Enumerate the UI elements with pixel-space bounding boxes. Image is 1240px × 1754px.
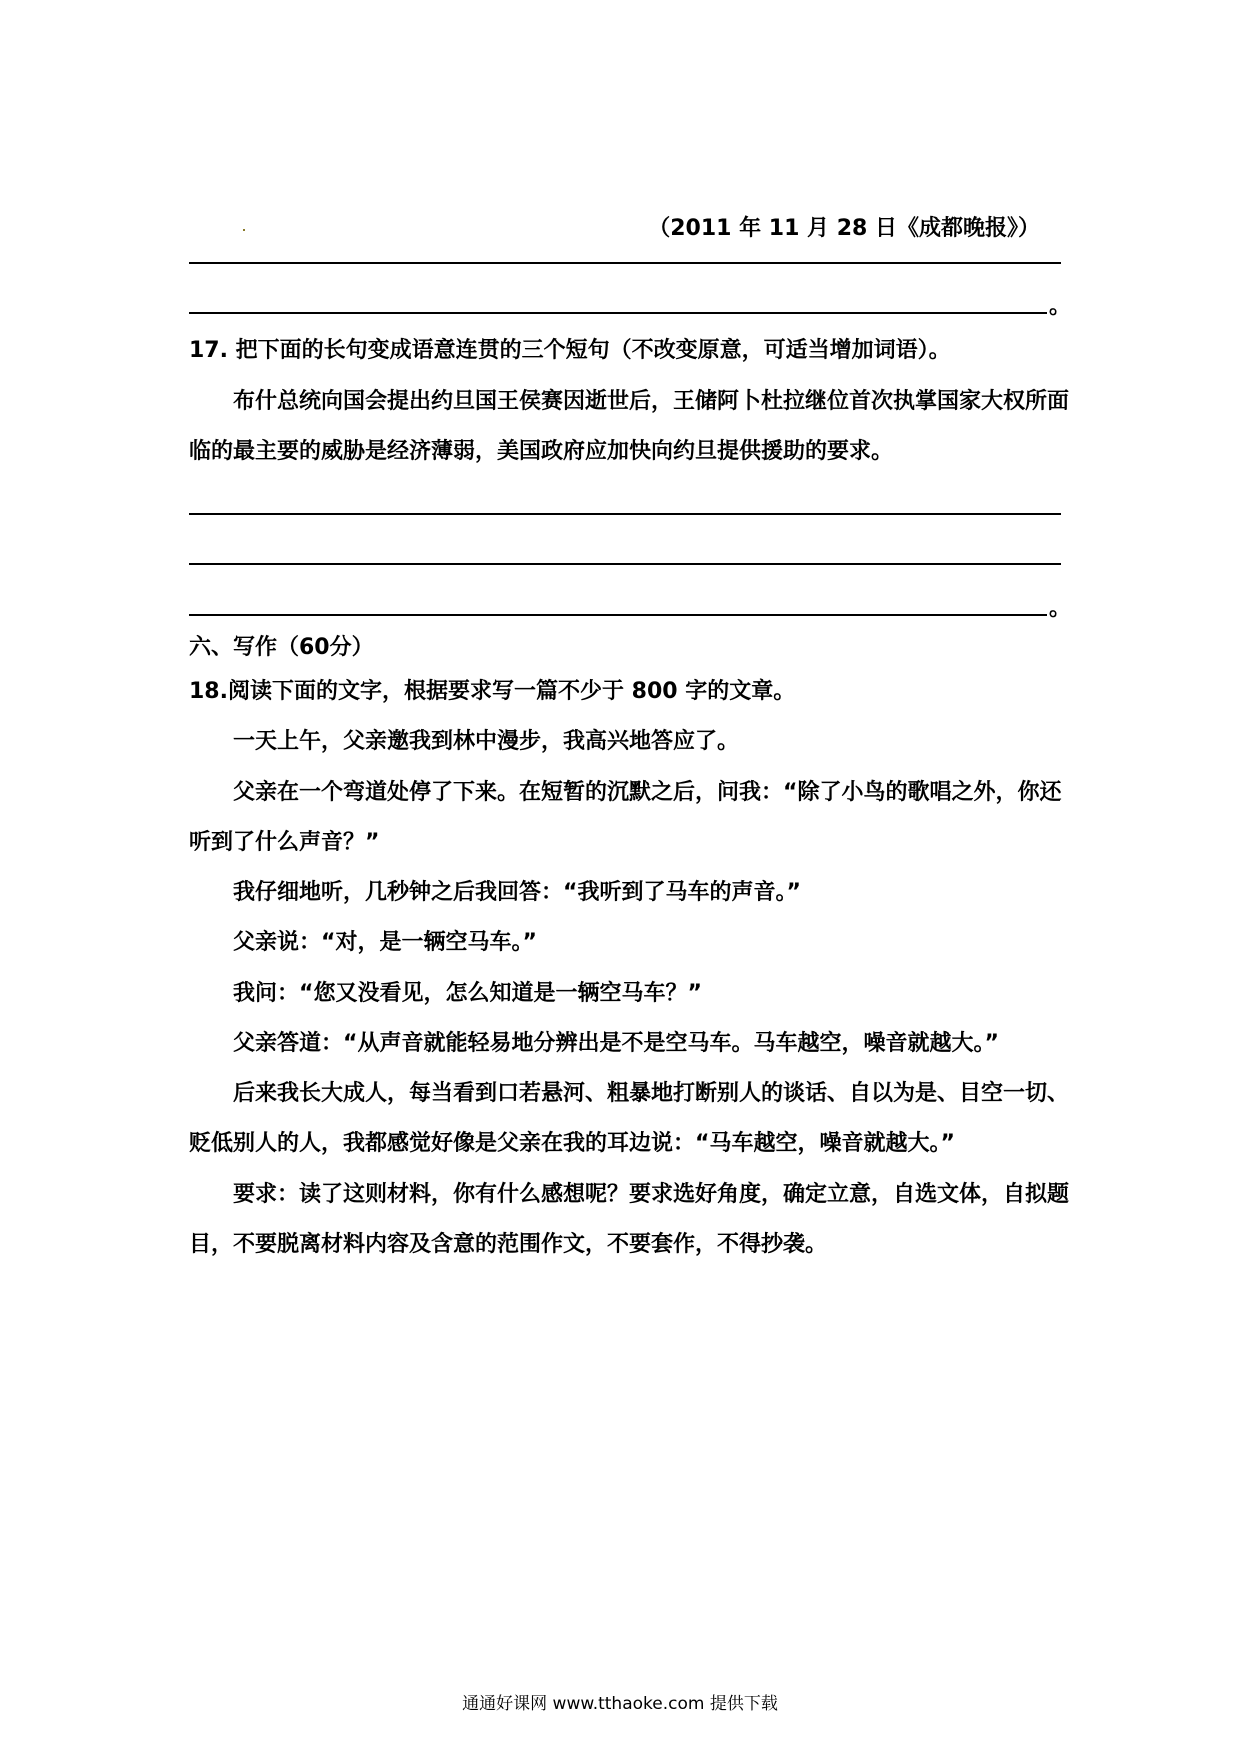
answer-line [189,563,1061,565]
answer-line [189,614,1047,616]
question-17-sentence: 临的最主要的威胁是经济薄弱，美国政府应加快向约旦提供援助的要求。 [189,439,894,464]
question-17-sentence: 布什总统向国会提出约旦国王侯赛因逝世后，王储阿卜杜拉继位首次执掌国家大权所面 [233,389,1070,414]
passage-paragraph: 贬低别人的人，我都感觉好像是父亲在我的耳边说：“马车越空，噪音就越大。” [189,1131,955,1156]
page-footer: 通通好课网 www.tthaoke.com 提供下载 [462,1694,778,1714]
passage-paragraph: 一天上午，父亲邀我到林中漫步，我高兴地答应了。 [233,729,740,754]
passage-paragraph: 后来我长大成人，每当看到口若悬河、粗暴地打断别人的谈话、自以为是、目空一切、 [233,1081,1070,1106]
section-heading: 六、写作（60分） [189,635,374,660]
passage-paragraph: 听到了什么声音？” [189,830,380,855]
line-end-period: 。 [1049,596,1072,621]
passage-paragraph: 父亲说：“对，是一辆空马车。” [233,930,537,955]
passage-paragraph: 我仔细地听，几秒钟之后我回答：“我听到了马车的声音。” [233,880,801,905]
answer-line [189,262,1061,264]
passage-paragraph: 我问：“您又没看见，怎么知道是一辆空马车？” [233,981,702,1006]
writing-requirement: 要求：读了这则材料，你有什么感想呢？要求选好角度，确定立意，自选文体，自拟题 [233,1182,1070,1207]
answer-line [189,513,1061,515]
answer-line [189,312,1047,314]
scan-speck [243,229,245,231]
passage-paragraph: 父亲答道：“从声音就能轻易地分辨出是不是空马车。马车越空，噪音就越大。” [233,1031,999,1056]
question-18-prompt: 18.阅读下面的文字，根据要求写一篇不少于 800 字的文章。 [189,679,796,704]
source-citation: （2011 年 11 月 28 日《成都晚报》） [648,216,1040,241]
passage-paragraph: 父亲在一个弯道处停了下来。在短暂的沉默之后，问我：“除了小鸟的歌唱之外，你还 [233,780,1062,805]
line-end-period: 。 [1049,294,1072,319]
question-17-prompt: 17. 把下面的长句变成语意连贯的三个短句（不改变原意，可适当增加词语）。 [189,338,951,363]
writing-requirement: 目，不要脱离材料内容及含意的范围作文，不要套作，不得抄袭。 [189,1232,828,1257]
